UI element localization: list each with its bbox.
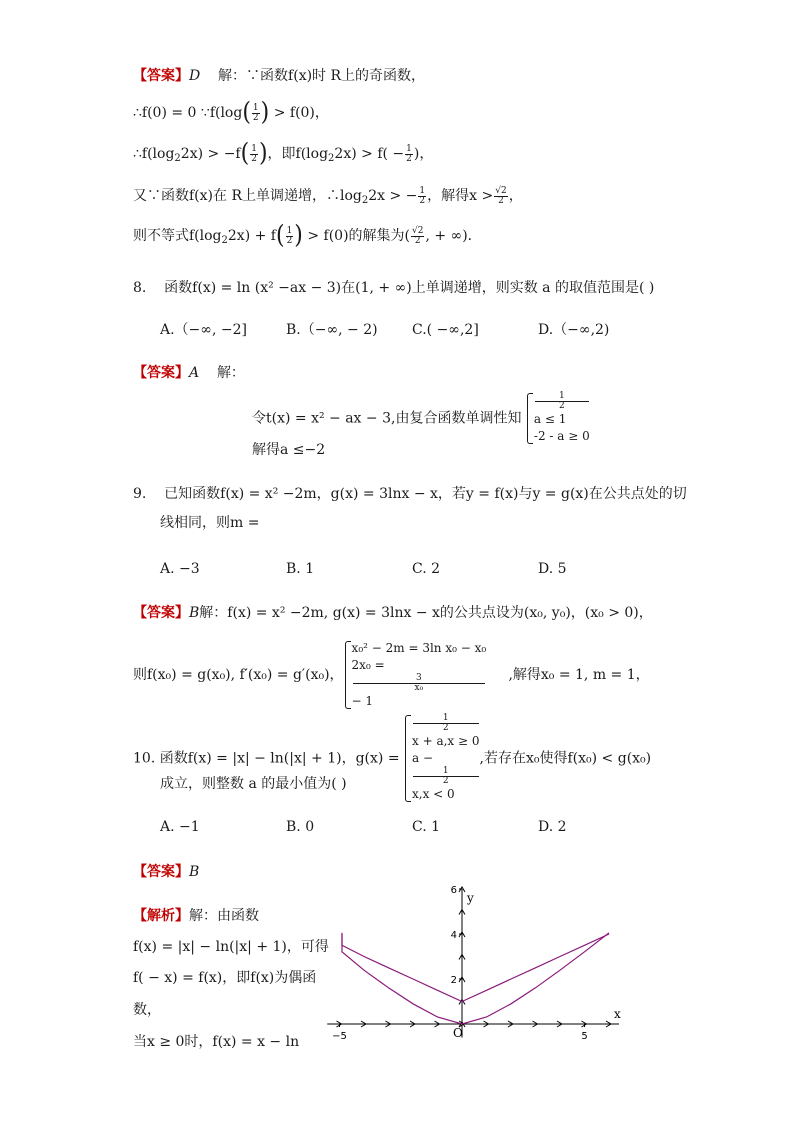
- answer-tag: 【答案】: [133, 365, 189, 381]
- q8-solution-line2: 解得a ≤−2: [252, 442, 326, 458]
- question-number: 9.: [133, 486, 147, 502]
- q10-option-c: C. 1: [412, 819, 441, 835]
- q7-solution-line5: 则不等式$f(\log_22x) + f$( $\frac{1}{2}$ ) > f(0)的解集为( $\frac{√2}{2}$ , + ∞)．: [133, 221, 482, 250]
- piecewise-system: 1 2 x + a,x ≥ 0 a − 1 2 x,x < 0: [404, 714, 480, 803]
- q8-option-d: D.（−∞,2): [538, 322, 610, 338]
- q9-solution-line2: 则f(x₀) = g(x₀), f′(x₀) = g′(x₀)， x₀² − 2m = 3ln x₀ − x₀ 2x₀ = 3 x₀ − 1 ,解得x₀ = 1, m = 1，: [133, 641, 650, 708]
- inequality-system: 1 2 a ≤ 1 -2 - a ≥ 0: [526, 392, 590, 445]
- q8-stem: [133, 278, 654, 298]
- q7-solution-line2: ∴f(0) = 0 ∵f(log( $\frac{1}{2}$ ) > f(0)，: [133, 98, 329, 127]
- answer-tag: 【答案】: [133, 68, 189, 84]
- q9-option-b: B. 1: [286, 561, 315, 577]
- q10-analysis-line4: 数，: [133, 1002, 161, 1018]
- q8-option-c: C.( −∞,2]: [412, 322, 479, 338]
- q10-answer-line: [133, 862, 199, 882]
- equation-system: x₀² − 2m = 3ln x₀ − x₀ 2x₀ = 3 x₀ − 1: [344, 640, 487, 710]
- question-text: 函数f(x) = ln (x² −ax − 3)在(1, + ∞)上单调递增，则实数 a 的取值范围是( ): [164, 280, 655, 296]
- series-line-2: [342, 934, 609, 1002]
- answer-letter: B: [189, 605, 200, 621]
- q8-option-b: B.（−∞, − 2): [286, 322, 378, 338]
- q10-analysis-line5: 当x ≥ 0时，f(x) = x − ln: [133, 1034, 300, 1050]
- series-line-1: [342, 933, 609, 1024]
- q10-option-a: A. −1: [160, 819, 200, 835]
- q9-stem-line1: 9. 已知函数f(x) = x² −2m，g(x) = 3lnx − x，若y = f(x)与y = g(x)在公共点处的切: [133, 486, 687, 502]
- answer-letter: D: [189, 68, 201, 84]
- q10-analysis-line1: 【解析】解：由函数: [133, 908, 259, 924]
- fraction: $\frac{1}{2}$: [252, 102, 259, 123]
- q10-stem-line2: 成立，则整数 a 的最小值为( ): [160, 776, 347, 792]
- q10-stem-line1: 10. 函数f(x) = |x| − ln(|x| + 1)，g(x) = 1 2 x + a,x ≥ 0 a − 1 2 x,x < 0 ,若存在x₀使得f(x₀) < g(x₀): [133, 713, 652, 801]
- y-axis-label: y: [467, 891, 474, 905]
- q7-solution-line4: 又∵函数f(x)在 R上单调递增，$\therefore\log_22x$ > − $\frac{1}{2}$ ，解得x > $\frac{√2}{2}$ ，: [133, 185, 523, 206]
- origin-label: O: [453, 1026, 463, 1040]
- q10-option-d: D. 2: [538, 819, 567, 835]
- answer-tag: 【答案】: [133, 864, 189, 880]
- q9-option-d: D. 5: [538, 561, 567, 577]
- q9-stem-line2: 线相同，则m =: [160, 515, 260, 531]
- question-number: 10.: [133, 750, 156, 767]
- function-graph: [334, 874, 664, 1049]
- q8-answer-line: 【答案】A 解：: [133, 365, 245, 381]
- answer-tag: 【答案】: [133, 605, 189, 621]
- q10-analysis-line3: f( − x) = f(x)，即f(x)为偶函: [133, 970, 317, 986]
- y-tick-label: 4: [450, 930, 457, 941]
- x-axis-label: x: [614, 1007, 621, 1021]
- q9-option-a: A. −3: [160, 561, 200, 577]
- answer-letter: B: [189, 864, 200, 880]
- y-tick-label: 2: [450, 975, 457, 986]
- q8-solution-line1: 令t(x) = x² − ax − 3,由复合函数单调性知 1 2 a ≤ 1 -2 - a ≥ 0: [252, 391, 590, 443]
- q9-answer-line: 【答案】B解：f(x) = x² −2m, g(x) = 3lnx − x的公共点设为(x₀, y₀)，(x₀ > 0)，: [133, 605, 653, 621]
- y-tick-label: 6: [450, 885, 457, 896]
- analysis-tag: 【解析】: [133, 908, 189, 924]
- answer-letter: A: [189, 365, 200, 381]
- x-tick-label: 5: [581, 1031, 588, 1042]
- q7-solution-line3: $\therefore f(\log_22x) > -f$( $\frac{1}{2}$ )，即$f(\log_22x) > f$( − $\frac{1}{2}$ )，: [133, 139, 434, 168]
- q10-analysis-line2: f(x) = |x| − ln(|x| + 1)，可得: [133, 939, 329, 955]
- q9-option-c: C. 2: [412, 561, 441, 577]
- q8-option-a: A.（−∞, −2]: [160, 322, 247, 338]
- q10-option-b: B. 0: [286, 819, 315, 835]
- q7-answer-line: [133, 66, 425, 86]
- q7-solution-line1: 解：∵函数f(x)时 R上的奇函数，: [218, 68, 426, 84]
- question-number: 8.: [133, 280, 147, 296]
- x-tick-label: −5: [332, 1031, 347, 1042]
